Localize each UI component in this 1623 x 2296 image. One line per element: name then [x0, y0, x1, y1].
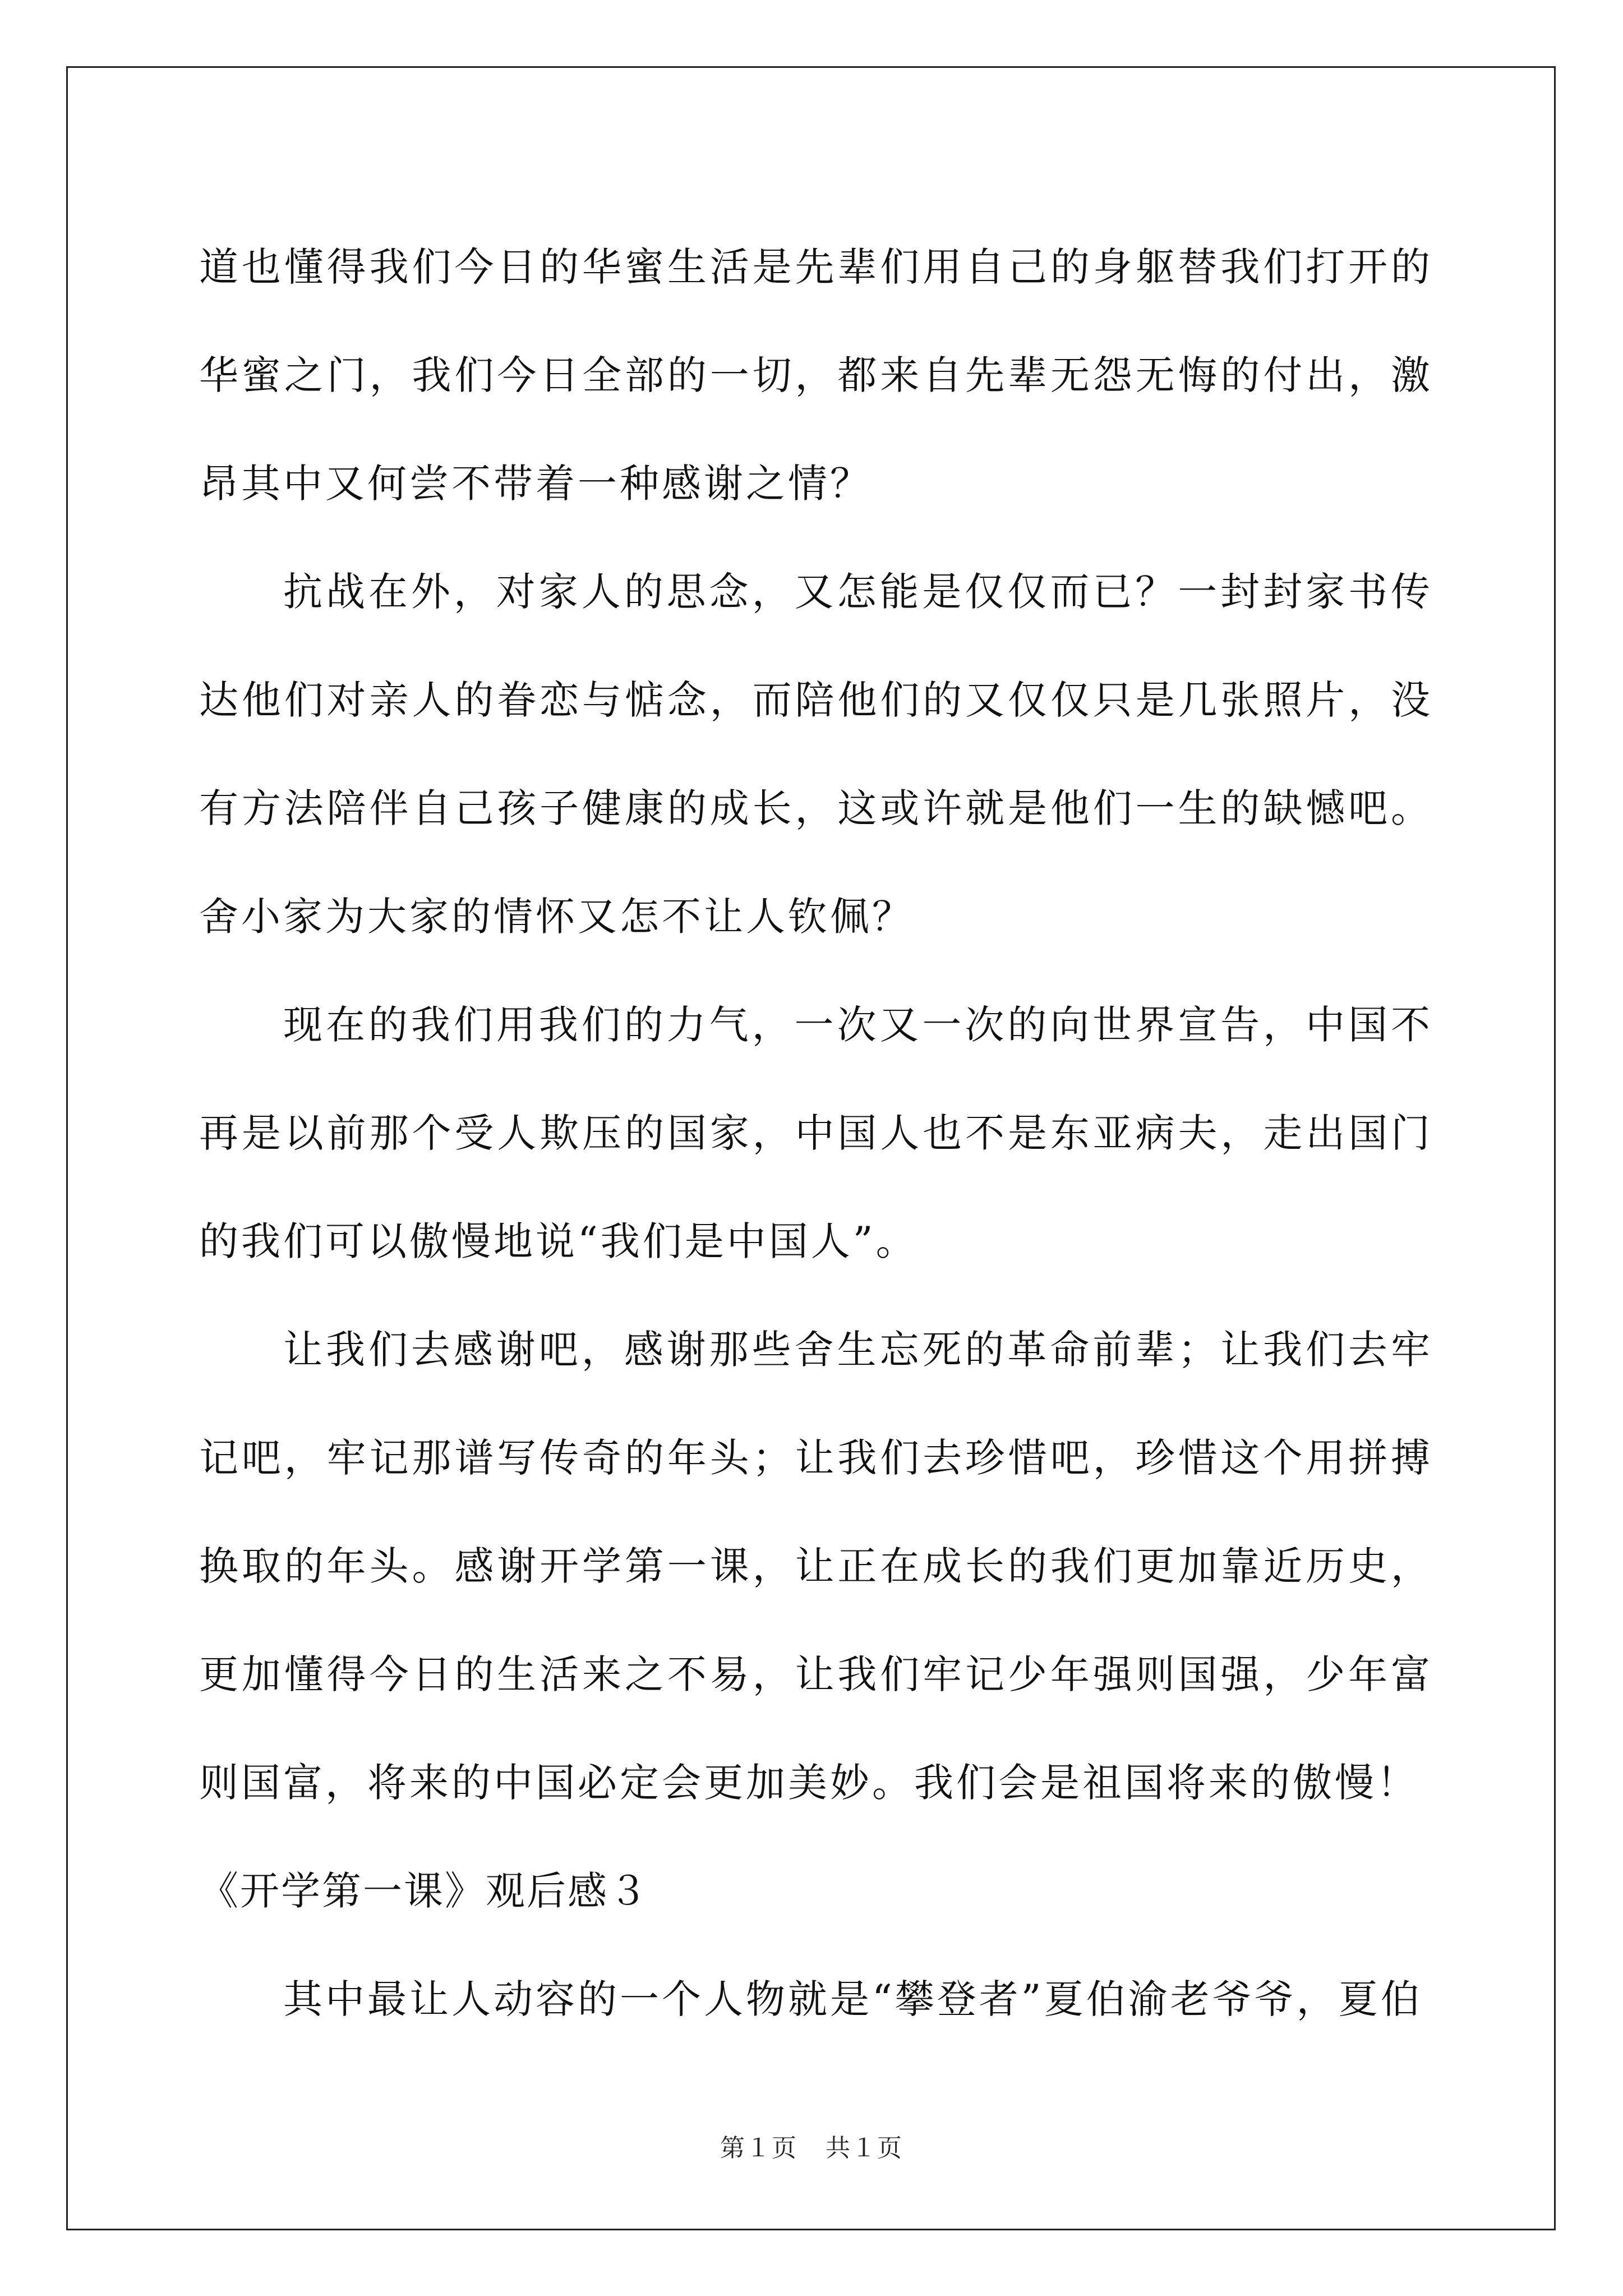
- paragraph-3: 现在的我们用我们的力气，一次又一次的向世界宣告，中国不再是以前那个受人欺压的国家，中国人也不是东亚病夫，走出国门的我们可以傲慢地说“我们是中国人”。: [199, 1002, 1433, 1264]
- paragraph-4: 让我们去感谢吧，感谢那些舍生忘死的革命前辈；让我们去牢记吧，牢记那谱写传奇的年头；让我们去珍惜吧，珍惜这个用拼搏换取的年头。感谢开学第一课，让正在成长的我们更加靠近历史，更加懂得今日的生活来之不易，让我们牢记少年强则国强，少年富则国富，将来的中国必定会更加美妙。我们会是祖国将来的傲慢！: [199, 1327, 1433, 1806]
- page-footer: [0, 2132, 1623, 2165]
- page-number: 第１页: [720, 2134, 797, 2162]
- paragraph-2: 抗战在外，对家人的思念，又怎能是仅仅而已？一封封家书传达他们对亲人的眷恋与惦念，而陪他们的又仅仅只是几张照片，没有方法陪伴自己孩子健康的成长，这或许就是他们一生的缺憾吧。舍小家为大家的情怀又怎不让人钦佩？: [199, 569, 1433, 940]
- paragraph-1: 道也懂得我们今日的华蜜生活是先辈们用自己的身躯替我们打开的华蜜之门，我们今日全部的一切，都来自先辈无怨无悔的付出，激昂其中又何尝不带着一种感谢之情？: [199, 244, 1433, 507]
- section-heading: 《开学第一课》观后感３: [199, 1868, 649, 1914]
- paragraph-5: 其中最让人动容的一个人物就是“攀登者”夏伯渝老爷爷，夏伯: [283, 1976, 1423, 2022]
- page-total: 共１页: [826, 2134, 903, 2162]
- document-body: [199, 213, 1433, 2054]
